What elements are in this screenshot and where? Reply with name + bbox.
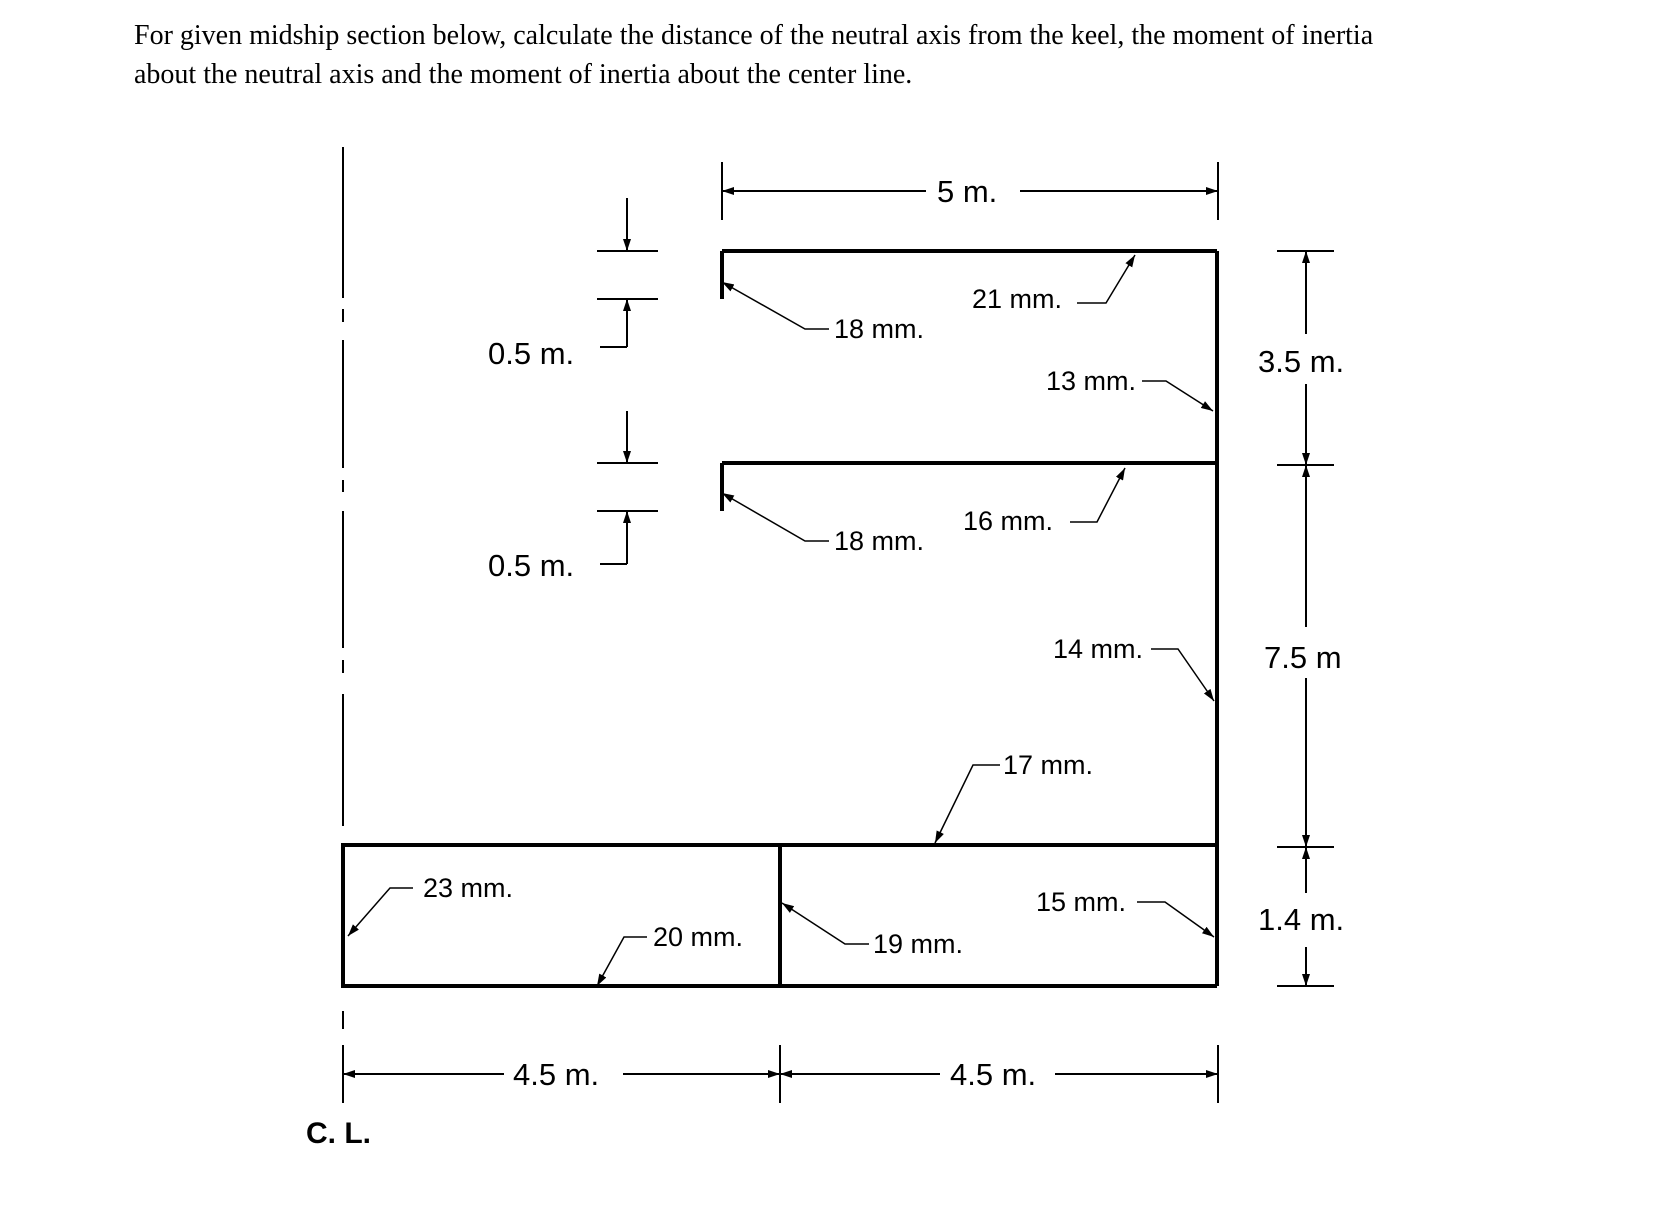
top-width-label: 5 m. [937, 174, 998, 209]
bottom-inner-thickness: 20 mm. [653, 922, 744, 952]
upper-side-thickness: 13 mm. [1046, 366, 1137, 396]
tween-flange-height-dimension [597, 411, 658, 564]
deck-flange-height-label: 0.5 m. [488, 336, 575, 371]
problem-line-1: For given midship section below, calculate the distance of the neutral axis from the keel, the moment of inertia [134, 20, 1374, 51]
problem-line-2: about the neutral axis and the moment of inertia about the center line. [134, 59, 913, 90]
centre-girder-thickness: 23 mm. [423, 873, 514, 903]
deck-flange-height-dimension [597, 198, 658, 347]
deck-flange-thickness: 18 mm. [834, 314, 925, 344]
tank-top-thickness: 17 mm. [1003, 750, 1094, 780]
deck-plate-thickness: 21 mm. [972, 284, 1063, 314]
side-girder-thickness: 19 mm. [873, 929, 964, 959]
tween-flange-thickness: 18 mm. [834, 526, 925, 556]
tween-deck-thickness: 16 mm. [963, 506, 1054, 536]
left-half-width-label: 4.5 m. [513, 1057, 600, 1092]
bilge-side-thickness: 15 mm. [1036, 887, 1127, 917]
bottom-width-dimensions [343, 1045, 1218, 1103]
centre-line-label: C. L. [306, 1117, 371, 1150]
db-height-label: 1.4 m. [1258, 902, 1345, 937]
lower-side-thickness: 14 mm. [1053, 634, 1144, 664]
mid-height-label: 7.5 m [1264, 640, 1342, 675]
upper-height-label: 3.5 m. [1258, 344, 1345, 379]
tween-flange-height-label: 0.5 m. [488, 548, 575, 583]
right-half-width-label: 4.5 m. [950, 1057, 1037, 1092]
